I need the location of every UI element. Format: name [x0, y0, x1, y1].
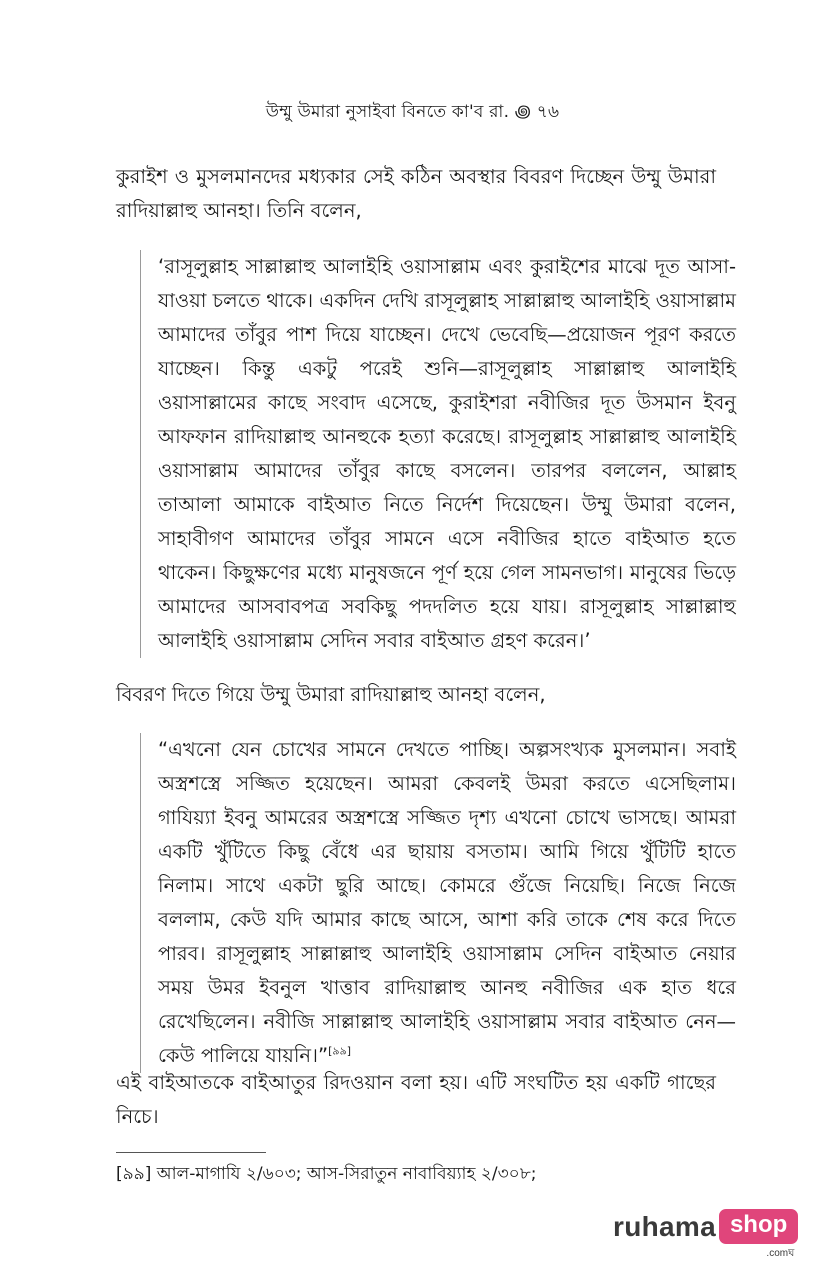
footnote-divider — [116, 1152, 266, 1153]
intro-paragraph: কুরাইশ ও মুসলমানদের মধ্যকার সেই কঠিন অবস্থার বিবরণ দিচ্ছেন উম্মু উমারা রাদিয়াল্লাহু আনহা। তিনি বলেন, — [116, 165, 716, 222]
logo-text: ruhama — [613, 1210, 716, 1242]
closing-paragraph: এই বাইআতকে বাইআতুর রিদওয়ান বলা হয়। এটি সংঘটিত হয় একটি গাছের নিচে। — [116, 1071, 716, 1128]
footnote: [৯৯] আল-মাগাযি ২/৬০৩; আস-সিরাতুন নাবাবিয়্যাহ ২/৩০৮; — [116, 1164, 537, 1184]
page-header: উম্মু উমারা নুসাইবা বিনতে কা'ব রা. ꩜ ৭৬ — [265, 102, 560, 122]
middle-paragraph: বিবরণ দিতে গিয়ে উম্মু উমারা রাদিয়াল্লাহু আনহা বলেন, — [116, 683, 546, 706]
quote-block-2 — [140, 733, 736, 1073]
quote-2-text: “এখনো যেন চোখের সামনে দেখতে পাচ্ছি। অল্পসংখ্যক মুসলমান। সবাই অস্ত্রশস্ত্রে সজ্জিত হয়েছেন। আমরা কেবলই উমরা করতে এসেছিলাম। গাযিয়্যা ইবনু আমরের অস্ত্রশস্ত্রে সজ্জিত দৃশ্য এখনো চোখে ভাসছে। আমরা একটি খুঁটিতে কিছু বেঁধে এর ছায়ায় বসতাম। আমি গিয়ে খুঁটিটি হাতে নিলাম। সাথে একটা ছুরি আছে। কোমরে গুঁজে নিয়েছি। নিজে নিজে বললাম, কেউ যদি আমার কাছে আসে, আশা করি তাকে শেষ করে দিতে পারব। রাসূলুল্লাহ সাল্লাল্লাহু আলাইহি ওয়াসাল্লাম সেদিন বাইআত নেয়ার সময় উমর ইবনুল খাত্তাব রাদিয়াল্লাহু আনহু নবীজির এক হাত ধরে রেখেছিলেন। নবীজি সাল্লাল্লাহু আলাইহি ওয়াসাল্লাম সবার বাইআত নেন—কেউ পালিয়ে যায়নি।” — [158, 738, 736, 1067]
logo-suffix: .comঘ — [766, 1248, 795, 1259]
logo-badge-text: shop — [729, 1211, 788, 1238]
logo-badge — [719, 1209, 798, 1259]
quote-block-1: ‘রাসূলুল্লাহ সাল্লাল্লাহু আলাইহি ওয়াসাল্লাম এবং কুরাইশের মাঝে দূত আসা-যাওয়া চলতে থাকে। একদিন দেখি রাসূলুল্লাহ সাল্লাল্লাহু আলাইহি ওয়াসাল্লাম আমাদের তাঁবুর পাশ দিয়ে যাচ্ছেন। দেখে ভেবেছি—প্রয়োজন পূরণ করতে যাচ্ছেন। কিন্তু একটু পরেই শুনি—রাসূলুল্লাহ সাল্লাল্লাহু আলাইহি ওয়াসাল্লামের কাছে সংবাদ এসেছে, কুরাইশরা নবীজির দূত উসমান ইবনু আফফান রাদিয়াল্লাহু আনহুকে হত্যা করেছে। রাসূলুল্লাহ সাল্লাল্লাহু আলাইহি ওয়াসাল্লাম আমাদের তাঁবুর কাছে বসলেন। তারপর বললেন, আল্লাহ তাআলা আমাকে বাইআত নিতে নির্দেশ দিয়েছেন। উম্মু উমারা বলেন, সাহাবীগণ আমাদের তাঁবুর সামনে এসে নবীজির হাতে বাইআত হতে থাকেন। কিছুক্ষণের মধ্যে মানুষজনে পূর্ণ হয়ে গেল সামনভাগ। মানুষের ভিড়ে আমাদের আসবাবপত্র সবকিছু পদদলিত হয়ে যায়। রাসূলুল্লাহ সাল্লাল্লাহু আলাইহি ওয়াসাল্লাম সেদিন সবার বাইআত গ্রহণ করেন।’ — [140, 250, 736, 658]
footnote-reference[interactable]: [৯৯] — [328, 1044, 351, 1058]
ruhamashop-logo — [613, 1209, 798, 1259]
